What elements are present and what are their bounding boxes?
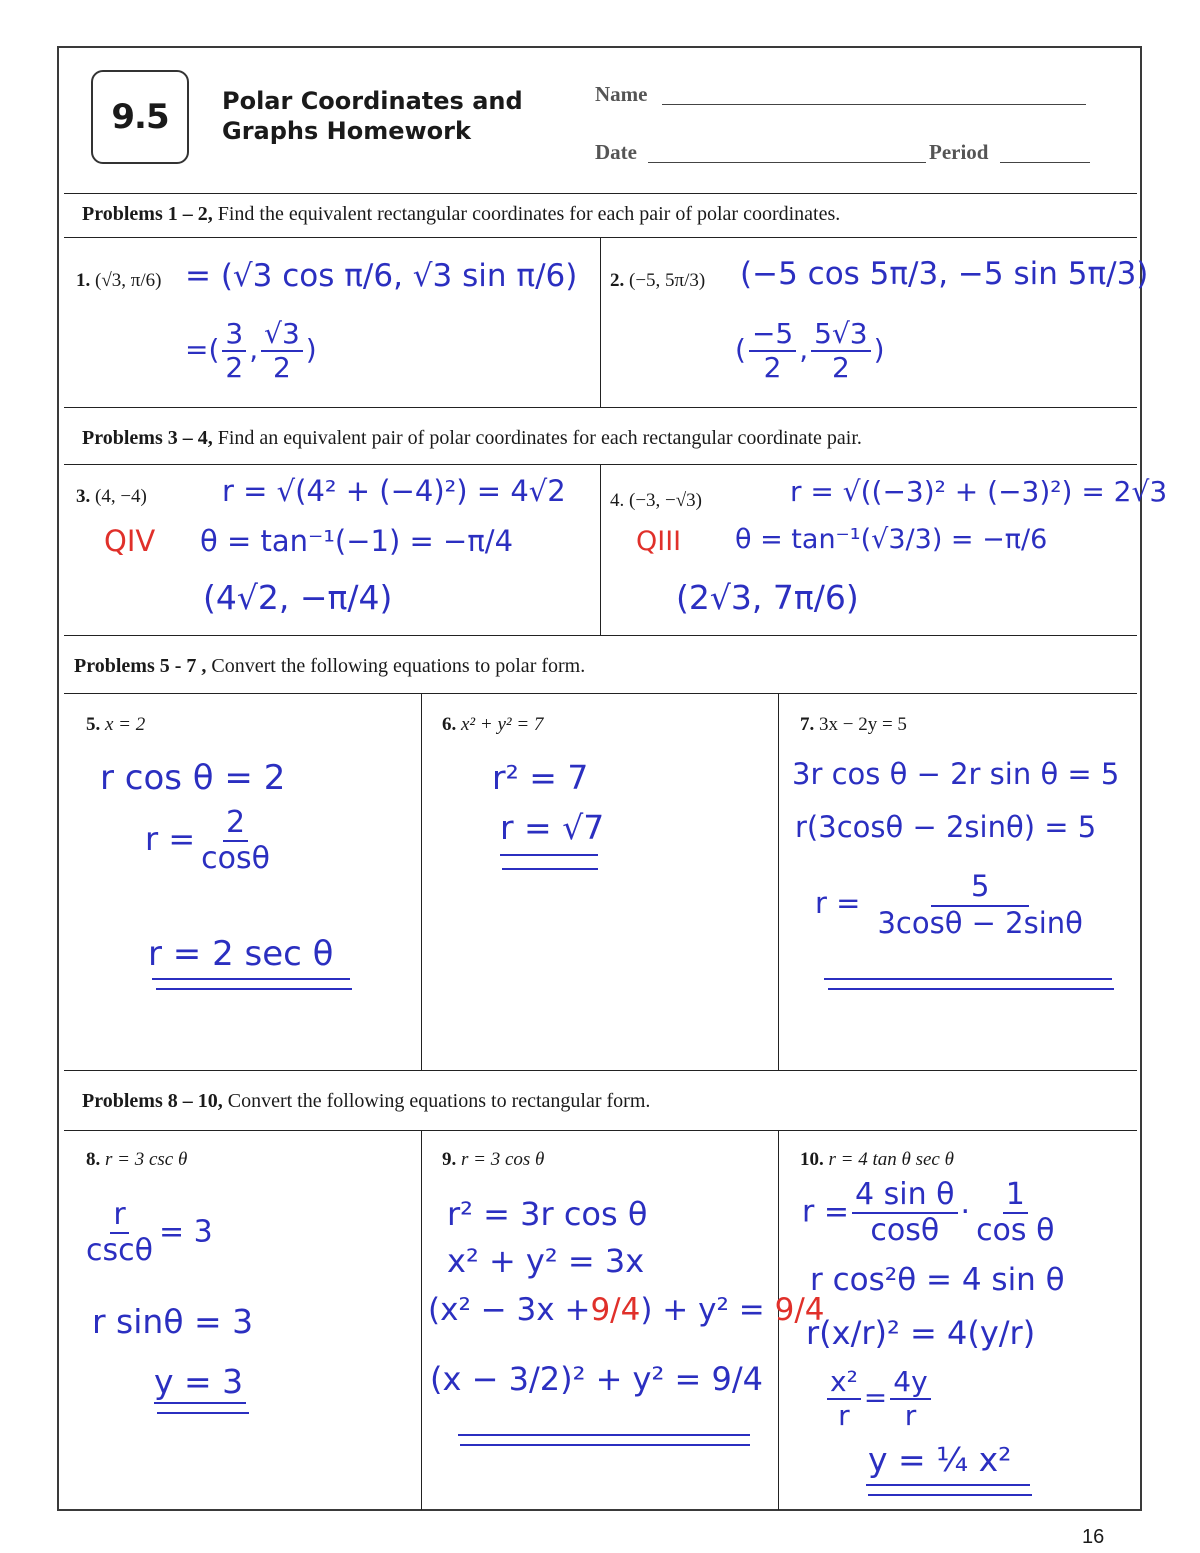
p5-answer: r = 2 sec θ xyxy=(148,934,334,974)
name-label: Name xyxy=(595,82,648,106)
p9-completing-square: 9/4 xyxy=(774,1292,825,1328)
period-label: Period xyxy=(929,140,989,164)
p3-work-r: r = √(4² + (−4)²) = 4√2 xyxy=(222,474,566,508)
problem-2-label: 2. (−5, 5π/3) xyxy=(610,270,706,291)
divider xyxy=(64,1070,1137,1071)
p6-answer-underline xyxy=(500,854,598,856)
divider xyxy=(600,464,601,635)
page-title xyxy=(222,86,523,146)
p6-answer: r = √7 xyxy=(500,808,605,847)
p1-work-line-1: = (√3 cos π/6, √3 sin π/6) xyxy=(185,258,578,294)
p7-work-line-1: 3r cos θ − 2r sin θ = 5 xyxy=(792,757,1120,791)
period-field[interactable] xyxy=(1000,162,1090,163)
divider xyxy=(600,237,601,407)
p6-work-line-1: r² = 7 xyxy=(492,758,589,797)
instructions-1-2: Problems 1 – 2, Find the equivalent rectangular coordinates for each pair of polar coordinates. xyxy=(82,203,841,225)
p7-answer-underline xyxy=(828,988,1114,990)
p10-answer: y = ¼ x² xyxy=(868,1440,1012,1479)
instructions-5-7: Problems 5 - 7 , Convert the following equations to polar form. xyxy=(74,655,586,677)
p9-completing-square: 9/4 xyxy=(590,1292,641,1328)
instructions-3-4: Problems 3 – 4, Find an equivalent pair of polar coordinates for each rectangular coordinate pair. xyxy=(82,427,862,449)
p8-answer: y = 3 xyxy=(154,1362,244,1401)
problem-9-label: 9. r = 3 cos θ xyxy=(442,1149,545,1170)
divider xyxy=(64,635,1137,636)
p7-answer-underline xyxy=(824,978,1112,980)
problem-1-label: 1. (√3, π/6) xyxy=(76,270,162,291)
problem-8-label: 8. r = 3 csc θ xyxy=(86,1149,188,1170)
p10-answer-underline xyxy=(866,1484,1030,1486)
p2-work-line-1: (−5 cos 5π/3, −5 sin 5π/3) xyxy=(740,256,1149,292)
date-label: Date xyxy=(595,140,637,164)
p5-answer-underline xyxy=(152,978,350,980)
p7-work-line-2: r(3cosθ − 2sinθ) = 5 xyxy=(795,810,1097,844)
p10-work-line-4: $\frac{\text{x²}}{r}$ = $\frac{4y}{r}$ xyxy=(824,1368,934,1430)
problem-6-label: 6. x² + y² = 7 xyxy=(442,714,544,735)
instructions-8-10: Problems 8 – 10, Convert the following equations to rectangular form. xyxy=(82,1090,651,1112)
title-line-2: Graphs Homework xyxy=(222,117,471,145)
p7-answer: r = $\frac{5}{3\cos\theta - 2\sin\theta}$ xyxy=(815,869,1083,940)
p4-answer: (2√3, 7π/6) xyxy=(676,578,859,617)
problem-10-label: 10. r = 4 tan θ sec θ xyxy=(800,1149,954,1170)
p10-work-line-3: r(x/r)² = 4(y/r) xyxy=(806,1314,1036,1352)
date-field[interactable] xyxy=(648,162,926,163)
problem-5-label: 5. x = 2 xyxy=(86,714,146,735)
p9-answer-underline xyxy=(458,1434,750,1436)
divider xyxy=(64,693,1137,694)
problem-3-label: 3. (4, −4) xyxy=(76,486,147,507)
divider xyxy=(421,693,422,1070)
p4-quadrant: QIII xyxy=(636,526,682,557)
p3-work-theta: θ = tan⁻¹(−1) = −π/4 xyxy=(200,524,514,558)
divider xyxy=(64,407,1137,408)
p5-answer-underline xyxy=(156,988,352,990)
divider xyxy=(778,693,779,1070)
title-line-1: Polar Coordinates and xyxy=(222,87,523,115)
p9-answer: (x − 3/2)² + y² = 9/4 xyxy=(430,1360,763,1398)
p10-answer-underline xyxy=(868,1494,1032,1496)
section-badge: 9.5 xyxy=(91,70,189,164)
p9-work-line-2: x² + y² = 3x xyxy=(447,1242,645,1280)
p9-work-line-1: r² = 3r cos θ xyxy=(447,1195,648,1233)
name-field[interactable] xyxy=(662,104,1086,105)
page-number: 16 xyxy=(1082,1526,1105,1548)
p9-work-line-3: (x² − 3x +9/4) + y² = 9/4 xyxy=(428,1292,825,1328)
problem-4-label: 4. (−3, −√3) xyxy=(610,490,703,511)
p5-work-line-1: r cos θ = 2 xyxy=(100,758,286,798)
p4-work-theta: θ = tan⁻¹(√3/3) = −π/6 xyxy=(735,524,1048,555)
p3-answer: (4√2, −π/4) xyxy=(203,578,393,617)
divider xyxy=(421,1130,422,1510)
divider xyxy=(64,193,1137,194)
p10-work-line-1: r = $\frac{\text{4 sin θ}}{\cos\theta}$ · $\frac{1}{\text{cos θ}}$ xyxy=(802,1177,1055,1248)
p2-answer: ( $\frac{-5}{2}$ , $\frac{5√3}{2}$ ) xyxy=(735,317,885,384)
p8-answer-underline xyxy=(154,1402,246,1404)
p3-quadrant: QIV xyxy=(104,524,156,558)
p4-work-r: r = √((−3)² + (−3)²) = 2√3 xyxy=(790,475,1168,508)
p8-work-line-1: $\frac{r}{\csc\theta}$ = 3 xyxy=(86,1197,213,1268)
p8-answer-underline xyxy=(157,1412,249,1414)
p9-answer-underline xyxy=(460,1444,750,1446)
p8-work-line-2: r sinθ = 3 xyxy=(92,1302,254,1341)
p1-answer: =( $\frac{3}{2}$ , $\frac{√3}{2}$ ) xyxy=(185,317,317,384)
p6-answer-underline xyxy=(502,868,598,870)
divider xyxy=(64,1130,1137,1131)
p10-work-line-2: r cos²θ = 4 sin θ xyxy=(810,1262,1065,1298)
p5-work-line-2: r = $\frac{2}{\cos\theta}$ xyxy=(145,805,270,876)
problem-7-label: 7. 3x − 2y = 5 xyxy=(800,714,907,735)
